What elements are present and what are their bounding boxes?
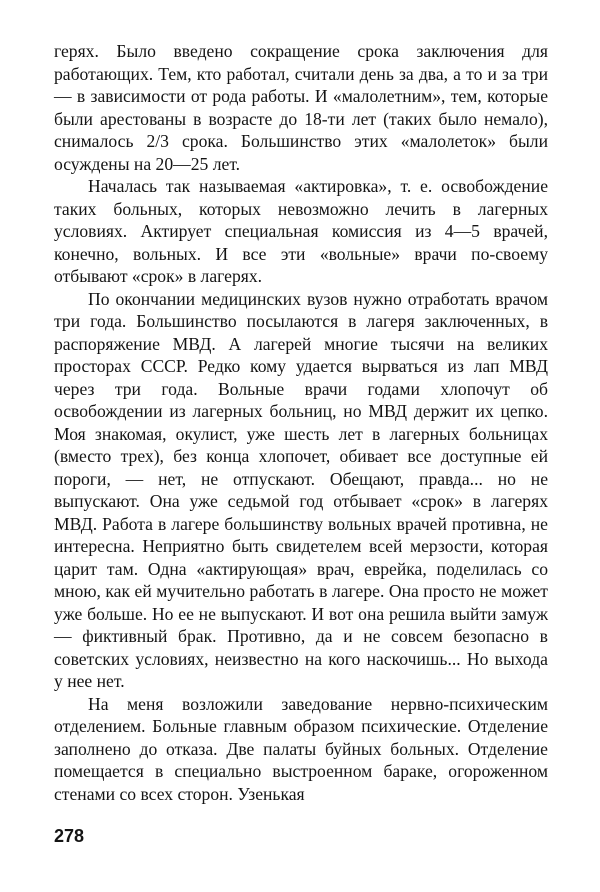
body-text [54,40,548,805]
paragraph-3: По окончании медицинских вузов нужно отработать врачом три года. Большинство посылаются в лагеря заключенных, в распоряжение МВД. А лагерей многие тысячи на великих просторах СССР. Редко кому удается вырваться из лап МВД через три года. Вольные врачи годами хлопочут об освобождении из лагерных больниц, но МВД держит их цепко. Моя знакомая, окулист, уже шесть лет в лагерных больницах (вместо трех), без конца хлопочет, обивает все доступные ей пороги, — нет, не отпускают. Обещают, правда... но не выпускают. Она уже седьмой год отбывает «срок» в лагерях МВД. Работа в лагере большинству вольных врачей противна, не интересна. Неприятно быть свидетелем всей мерзости, которая царит там. Одна «актирующая» врач, еврейка, поделилась со мною, как ей мучительно работать в лагере. Она просто не может уже больше. Но ее не выпускают. И вот она решила выйти замуж — фиктивный брак. Противно, да и не совсем безопасно в советских условиях, неизвестно на кого наскочишь... Но выхода у нее нет. [54,288,548,691]
paragraph-1: герях. Было введено сокращение срока заключения для работающих. Тем, кто работал, считали день за два, а то и за три — в зависимости от рода работы. И «малолетним», тем, которые были арестованы в возрасте до 18-ти лет (таких было немало), снималось 2/3 срока. Большинство этих «малолеток» были осуждены на 20—25 лет. [54,41,548,174]
paragraph-4: На меня возложили заведование нервно-психическим отделением. Больные главным образом психические. Отделение заполнено до отказа. Две палаты буйных больных. Отделение помещается в специально выстроенном бараке, огороженном стенами со всех сторон. Узенькая [54,693,548,804]
paragraph-2: Началась так называемая «актировка», т. е. освобождение таких больных, которых невозможно лечить в лагерных условиях. Актирует специальная комиссия из 4—5 врачей, конечно, вольных. И все эти «вольные» врачи по-своему отбывают «срок» в лагерях. [54,176,548,286]
page-number: 278 [54,826,85,846]
